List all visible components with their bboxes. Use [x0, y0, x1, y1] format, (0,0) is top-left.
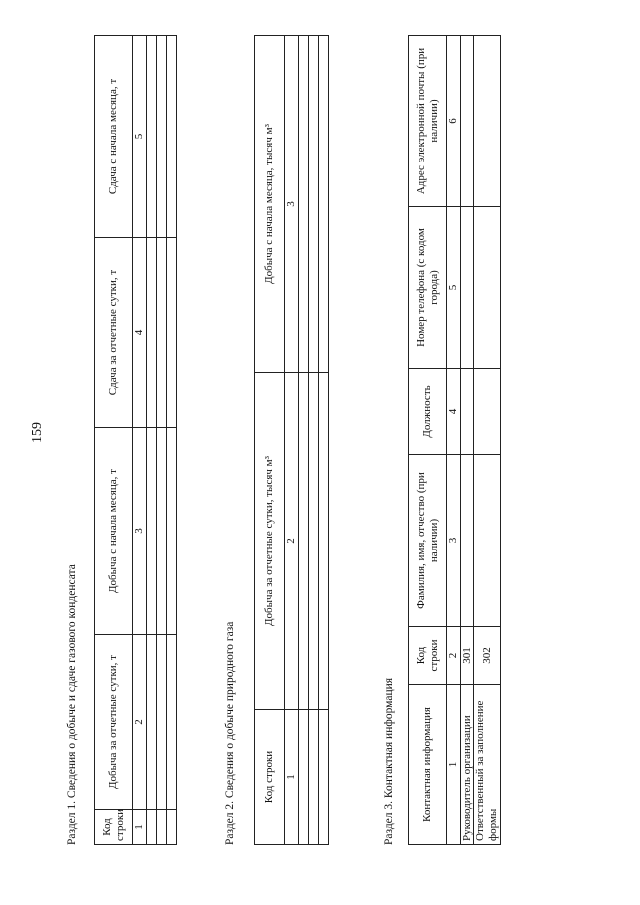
- s3-num-3: 3: [447, 455, 461, 627]
- s3-header-name: Фамилия, имя, отчество (при наличии): [409, 455, 447, 627]
- s3-num-4: 4: [447, 369, 461, 455]
- s3-row-responsible: [474, 36, 500, 845]
- s1-header-month-delivery: Сдача с начала месяца, т: [95, 36, 133, 238]
- s2-empty-row: [298, 36, 308, 845]
- s2-header-month-production: Добыча с начала месяца, тысяч м³: [255, 36, 285, 373]
- s3-row-code: 301: [460, 627, 474, 685]
- section2-title: Раздел 2. Сведения о добыче природного газа: [224, 621, 236, 845]
- s2-empty-row: [318, 36, 328, 845]
- s3-header-position: Должность: [409, 369, 447, 455]
- s2-empty-row: [308, 36, 318, 845]
- s1-num-1: 1: [133, 810, 147, 845]
- s1-header-code: Код строки: [95, 810, 133, 845]
- s3-row-code: 302: [474, 627, 500, 685]
- s3-row-label: Руководитель организации: [460, 685, 474, 845]
- s1-header-daily-delivery: Сдача за отчетные сутки, т: [95, 238, 133, 428]
- s1-empty-row: [166, 36, 176, 845]
- section3-title: Раздел 3. Контактная информация: [383, 677, 395, 845]
- s2-header-code: Код строки: [255, 710, 285, 845]
- s1-num-5: 5: [133, 36, 147, 238]
- s1-num-4: 4: [133, 238, 147, 428]
- s3-header-contact: Контактная информация: [409, 685, 447, 845]
- s2-num-2: 2: [285, 373, 299, 710]
- s3-num-2: 2: [447, 627, 461, 685]
- s3-row-label: Ответственный за заполнение формы: [474, 685, 500, 845]
- s3-num-5: 5: [447, 207, 461, 369]
- s1-header-month-production: Добыча с начала месяца, т: [95, 428, 133, 635]
- s2-header-daily-production: Добыча за отчетные сутки, тысяч м³: [255, 373, 285, 710]
- s3-header-email: Адрес электронной почты (при наличии): [409, 36, 447, 207]
- s3-header-code: Код строки: [409, 627, 447, 685]
- s3-num-1: 1: [447, 685, 461, 845]
- s1-num-3: 3: [133, 428, 147, 635]
- s2-num-1: 1: [285, 710, 299, 845]
- section1-title: Раздел 1. Сведения о добыче и сдаче газового конденсата: [66, 564, 78, 845]
- page-number: 159: [30, 422, 45, 443]
- section1-table: [94, 35, 177, 845]
- s1-header-daily-production: Добыча за отчетные сутки, т: [95, 635, 133, 810]
- s2-num-3: 3: [285, 36, 299, 373]
- s1-empty-row: [146, 36, 156, 845]
- s3-row-head: [460, 36, 474, 845]
- section3-table: [408, 35, 501, 845]
- section2-table: [254, 35, 329, 845]
- s1-num-2: 2: [133, 635, 147, 810]
- s3-header-phone: Номер телефона (с кодом города): [409, 207, 447, 369]
- s3-num-6: 6: [447, 36, 461, 207]
- s1-empty-row: [156, 36, 166, 845]
